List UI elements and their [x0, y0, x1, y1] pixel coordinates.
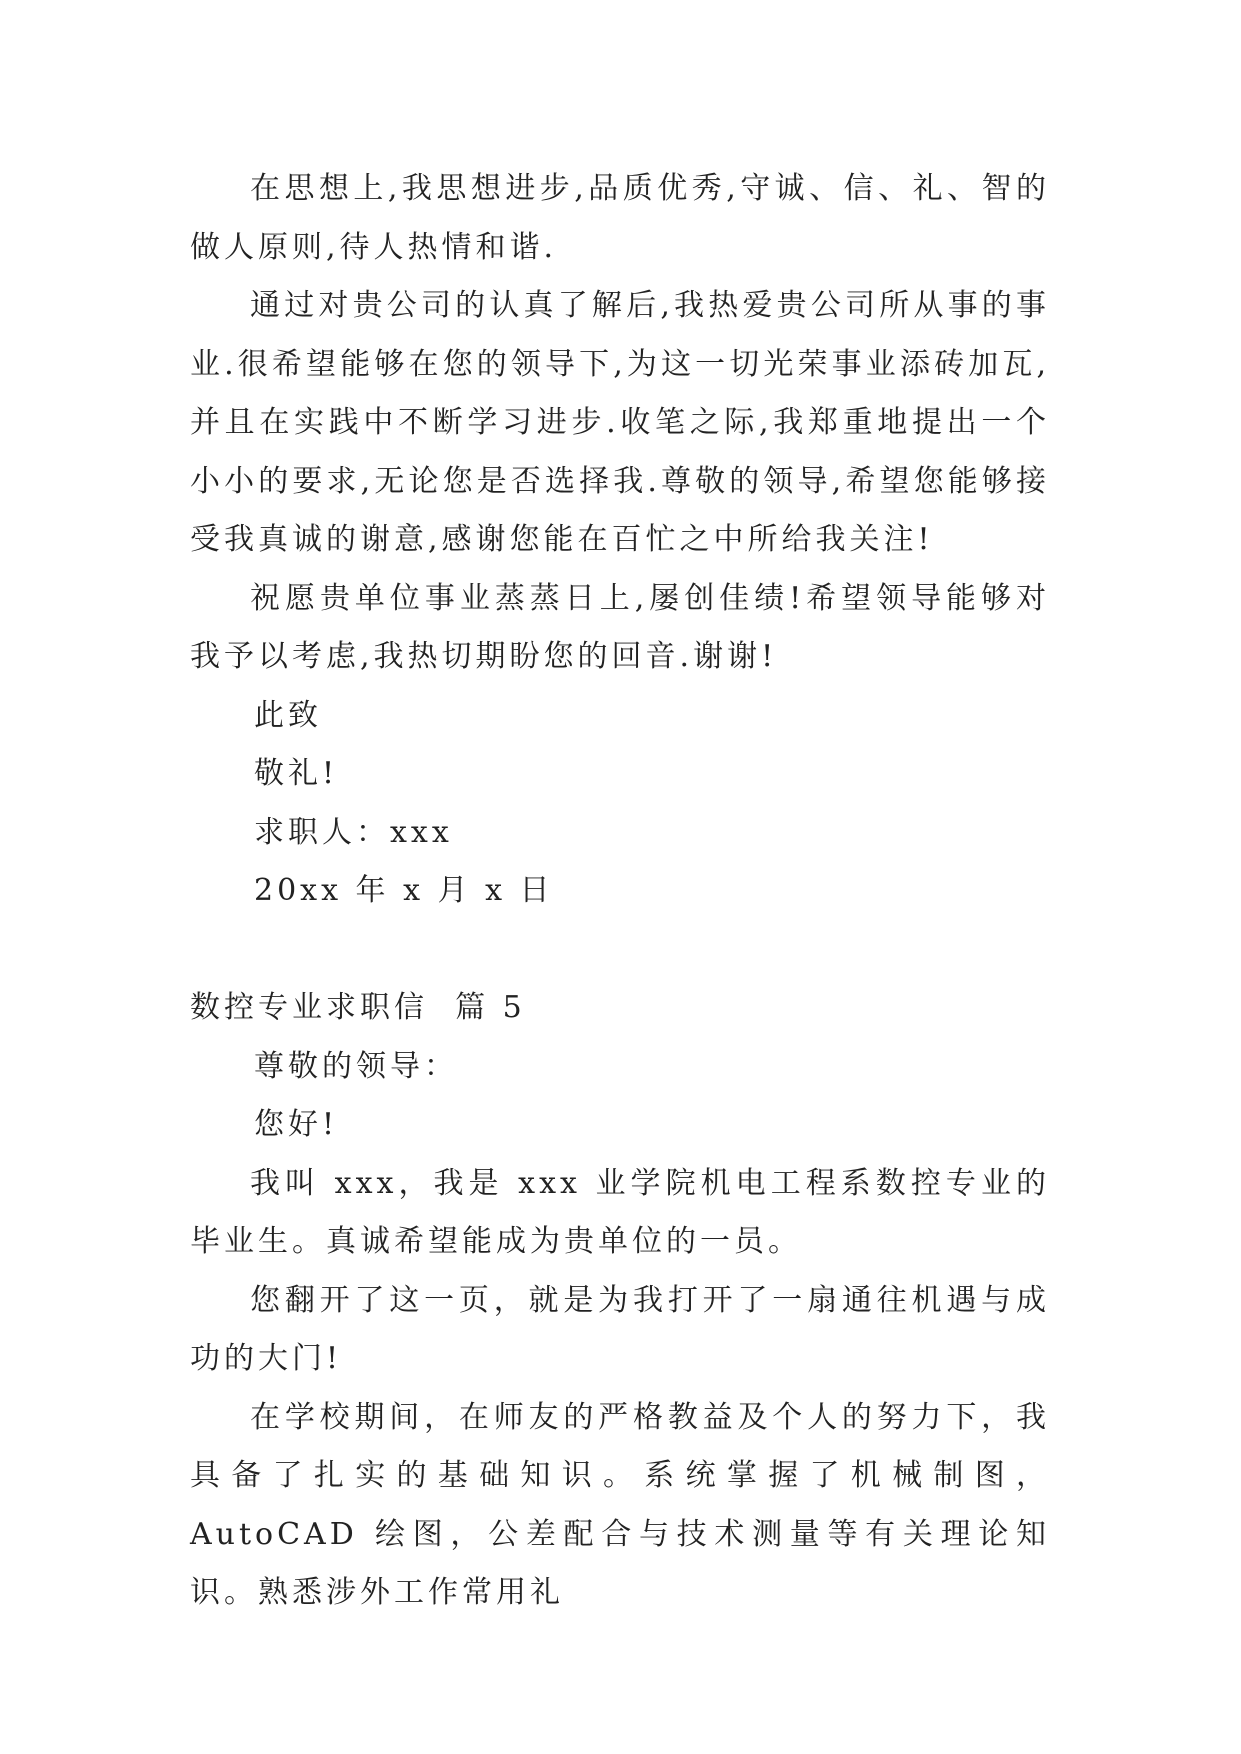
section-gap: [190, 921, 1050, 980]
paragraph-wishes: 祝愿贵单位事业蒸蒸日上,屡创佳绩!希望领导能够对我予以考虑,我热切期盼您的回音.谢谢!: [190, 580, 1050, 674]
document-body: [190, 160, 1050, 1623]
paragraph-school: 在学校期间，在师友的严格教益及个人的努力下，我具备了扎实的基础知识。系统掌握了机械制图，AutoCAD 绘图，公差配合与技术测量等有关理论知识。熟悉涉外工作常用礼: [190, 1399, 1050, 1610]
section-title: 数控专业求职信 篇 5: [190, 990, 526, 1025]
paragraph-door: 您翻开了这一页，就是为我打开了一扇通往机遇与成功的大门!: [190, 1282, 1050, 1376]
closing-date: 20xx 年 x 月 x 日: [254, 873, 554, 908]
paragraph-intro: 我叫 xxx，我是 xxx 业学院机电工程系数控专业的毕业生。真诚希望能成为贵单位的一员。: [190, 1165, 1050, 1259]
letter-hello: 您好!: [254, 1107, 339, 1142]
closing-salutation-2: 敬礼!: [254, 756, 339, 791]
closing-salutation-1: 此致: [254, 697, 322, 733]
closing-signer: 求职人：xxx: [254, 814, 453, 850]
letter-greeting: 尊敬的领导：: [254, 1048, 458, 1084]
paragraph-thought: 在思想上,我思想进步,品质优秀,守诚、信、礼、智的做人原则,待人热情和谐.: [190, 171, 1050, 265]
paragraph-company: 通过对贵公司的认真了解后,我热爱贵公司所从事的事业.很希望能够在您的领导下,为这一切光荣事业添砖加瓦,并且在实践中不断学习进步.收笔之际,我郑重地提出一个小小的要求,无论您是否选择我.尊敬的领导,希望您能够接受我真诚的谢意,感谢您能在百忙之中所给我关注!: [190, 288, 1050, 557]
